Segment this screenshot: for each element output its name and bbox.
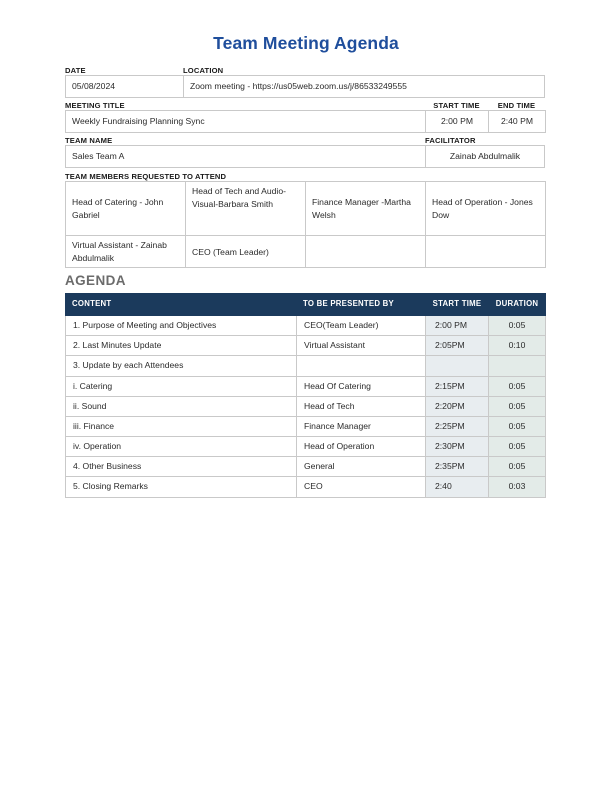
meeting-title-value-cell[interactable]: Weekly Fundraising Planning Sync xyxy=(66,111,426,132)
agenda-duration-cell[interactable]: 0:05 xyxy=(489,376,546,396)
agenda-content-cell[interactable]: iii. Finance xyxy=(66,416,297,436)
member-cell[interactable] xyxy=(306,236,426,268)
column-header-duration: DURATION xyxy=(489,294,546,316)
column-header-presenter: TO BE PRESENTED BY xyxy=(297,294,426,316)
agenda-duration-cell[interactable]: 0:10 xyxy=(489,336,546,356)
page-title: Team Meeting Agenda xyxy=(213,33,399,53)
team-name-label: TEAM NAME xyxy=(65,135,113,145)
agenda-presenter-cell[interactable]: CEO xyxy=(297,477,426,497)
facilitator-label: FACILITATOR xyxy=(425,135,476,145)
agenda-content-cell[interactable]: 4. Other Business xyxy=(66,457,297,477)
agenda-content-cell[interactable]: 2. Last Minutes Update xyxy=(66,336,297,356)
agenda-table-wrapper xyxy=(65,293,545,498)
team-name-value-cell[interactable]: Sales Team A xyxy=(66,146,426,167)
end-time-value-cell[interactable]: 2:40 PM xyxy=(489,111,546,132)
location-value-cell[interactable]: Zoom meeting - https://us05web.zoom.us/j/86533249555 xyxy=(184,76,545,97)
member-cell[interactable]: Finance Manager -Martha Welsh xyxy=(306,182,426,236)
meeting-title-label-row xyxy=(65,101,545,110)
team-facilitator-table xyxy=(65,145,545,167)
agenda-start-time-cell[interactable]: 2:15PM xyxy=(426,376,489,396)
agenda-heading: AGENDA xyxy=(65,273,126,288)
agenda-start-time-cell[interactable]: 2:35PM xyxy=(426,457,489,477)
column-header-start-time: START TIME xyxy=(426,294,489,316)
agenda-duration-cell[interactable]: 0:03 xyxy=(489,477,546,497)
agenda-row xyxy=(66,477,546,497)
agenda-table-head xyxy=(66,294,546,316)
agenda-presenter-cell[interactable]: Head Of Catering xyxy=(297,376,426,396)
agenda-table xyxy=(65,293,546,498)
start-time-label: START TIME xyxy=(433,100,480,110)
agenda-duration-cell[interactable]: 0:05 xyxy=(489,457,546,477)
table-row xyxy=(66,111,546,132)
member-cell[interactable]: Virtual Assistant - Zainab Abdulmalik xyxy=(66,236,186,268)
member-cell[interactable]: Head of Operation - Jones Dow xyxy=(426,182,546,236)
agenda-start-time-cell[interactable]: 2:25PM xyxy=(426,416,489,436)
agenda-presenter-cell[interactable]: General xyxy=(297,457,426,477)
agenda-start-time-cell[interactable]: 2:40 xyxy=(426,477,489,497)
member-cell[interactable]: CEO (Team Leader) xyxy=(186,236,306,268)
member-cell[interactable]: Head of Catering - John Gabriel xyxy=(66,182,186,236)
agenda-table-body xyxy=(66,316,546,498)
agenda-duration-cell[interactable]: 0:05 xyxy=(489,416,546,436)
agenda-row xyxy=(66,416,546,436)
location-label: LOCATION xyxy=(183,66,224,75)
agenda-start-time-cell[interactable]: 2:30PM xyxy=(426,437,489,457)
agenda-row xyxy=(66,457,546,477)
date-location-table xyxy=(65,75,545,97)
table-row xyxy=(66,76,545,97)
agenda-content-cell[interactable]: iv. Operation xyxy=(66,437,297,457)
member-cell[interactable]: Head of Tech and Audio-Visual-Barbara Smith xyxy=(186,182,306,236)
team-members-label: TEAM MEMBERS REQUESTED TO ATTEND xyxy=(65,171,227,181)
agenda-content-cell[interactable]: 5. Closing Remarks xyxy=(66,477,297,497)
meeting-info-block xyxy=(65,66,545,268)
agenda-row xyxy=(66,437,546,457)
column-header-content: CONTENT xyxy=(66,294,297,316)
agenda-duration-cell[interactable]: 0:05 xyxy=(489,396,546,416)
meeting-title-label: MEETING TITLE xyxy=(65,100,125,110)
date-value-cell[interactable]: 05/08/2024 xyxy=(66,76,184,97)
agenda-presenter-cell[interactable]: Virtual Assistant xyxy=(297,336,426,356)
agenda-start-time-cell[interactable] xyxy=(426,356,489,376)
table-row xyxy=(66,236,546,268)
agenda-presenter-cell[interactable]: Head of Tech xyxy=(297,396,426,416)
agenda-duration-cell[interactable] xyxy=(489,356,546,376)
agenda-content-cell[interactable]: ii. Sound xyxy=(66,396,297,416)
agenda-presenter-cell[interactable]: CEO(Team Leader) xyxy=(297,316,426,336)
meeting-title-table xyxy=(65,110,546,132)
agenda-start-time-cell[interactable]: 2:05PM xyxy=(426,336,489,356)
facilitator-value-cell[interactable]: Zainab Abdulmalik xyxy=(426,146,545,167)
agenda-row xyxy=(66,316,546,336)
agenda-row xyxy=(66,396,546,416)
agenda-header-row xyxy=(66,294,546,316)
table-row xyxy=(66,182,546,236)
member-cell[interactable] xyxy=(426,236,546,268)
agenda-row xyxy=(66,376,546,396)
agenda-content-cell[interactable]: 1. Purpose of Meeting and Objectives xyxy=(66,316,297,336)
agenda-presenter-cell[interactable]: Head of Operation xyxy=(297,437,426,457)
start-time-value-cell[interactable]: 2:00 PM xyxy=(426,111,489,132)
agenda-row xyxy=(66,336,546,356)
agenda-presenter-cell[interactable]: Finance Manager xyxy=(297,416,426,436)
date-label: DATE xyxy=(65,66,86,75)
agenda-row xyxy=(66,356,546,376)
agenda-duration-cell[interactable]: 0:05 xyxy=(489,316,546,336)
agenda-start-time-cell[interactable]: 2:20PM xyxy=(426,396,489,416)
table-row xyxy=(66,146,545,167)
agenda-presenter-cell[interactable] xyxy=(297,356,426,376)
agenda-duration-cell[interactable]: 0:05 xyxy=(489,437,546,457)
end-time-label: END TIME xyxy=(497,100,536,110)
date-location-label-row xyxy=(65,66,545,75)
team-members-table xyxy=(65,181,546,268)
agenda-content-cell[interactable]: i. Catering xyxy=(66,376,297,396)
team-facilitator-label-row xyxy=(65,136,545,145)
agenda-start-time-cell[interactable]: 2:00 PM xyxy=(426,316,489,336)
agenda-content-cell[interactable]: 3. Update by each Attendees xyxy=(66,356,297,376)
